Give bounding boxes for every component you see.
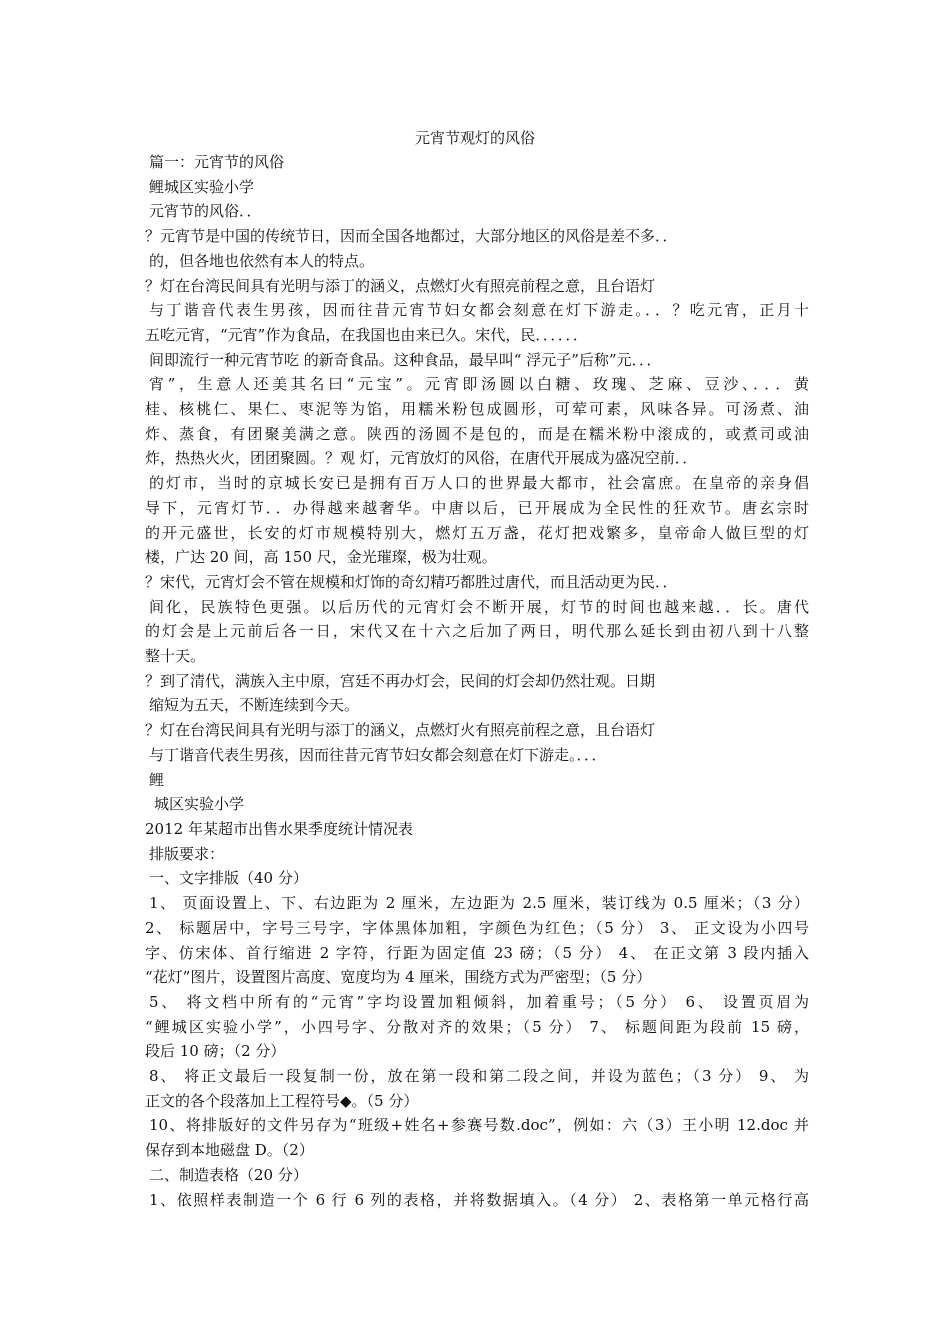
text-line: 10、将排版好的文件另存为“班级+姓名+参赛号数.doc”，例如：六（3）王小明 12.doc 并	[149, 1116, 809, 1135]
text-line: 的灯市，当时的京城长安已是拥有百万人口的世界最大都市，社会富庶。在皇帝的亲身倡	[149, 474, 809, 493]
text-line: 城区实验小学	[154, 795, 245, 814]
text-line: 正文的各个段落加上工程符号◆。（5 分）	[145, 1091, 419, 1110]
text-line: ？灯在台湾民间具有光明与添丁的涵义，点燃灯火有照亮前程之意，且台语灯	[145, 721, 656, 740]
text-line: 宵”，生意人还美其名曰“元宝”。元宵即汤圆以白糖、玫瑰、芝麻、豆沙、．．．黄	[149, 375, 809, 394]
text-line: ？元宵节是中国的传统节日，因而全国各地都过，大部分地区的风俗是差不多．．	[145, 227, 678, 246]
text-line: 1、 页面设置上、下、右边距为 2 厘米，左边距为 2.5 厘米，装订线为 0.5 厘米；（3 分）	[149, 894, 809, 913]
text-line: 与丁谐音代表生男孩，因而往昔元宵节妇女都会刻意在灯下游走。．．？吃元宵，正月十	[149, 301, 809, 320]
text-line: 保存到本地磁盘 D。（2）	[145, 1141, 314, 1160]
document-body	[145, 150, 809, 1212]
text-line: 与丁谐音代表生男孩，因而往昔元宵节妇女都会刻意在灯下游走。．．．	[149, 745, 607, 764]
text-line: 2、 标题居中，字号三号字，字体黑体加粗，字颜色为红色；（5 分） 3、 正文设为小四号	[145, 918, 809, 937]
text-line: ？到了清代，满族入主中原，宫廷不再办灯会，民间的灯会却仍然壮观。日期	[145, 671, 656, 690]
text-line: 间化，民族特色更强。以后历代的元宵灯会不断开展，灯节的时间也越来越．．长。唐代	[149, 597, 809, 616]
text-line: 鲤	[149, 770, 165, 789]
text-line: “花灯”图片，设置图片高度、宽度均为 4 厘米，围绕方式为严密型；（5 分）	[145, 968, 652, 987]
text-line: 2012 年某超市出售水果季度统计情况表	[145, 819, 413, 838]
text-line: 8、 将正文最后一段复制一份，放在第一段和第二段之间，并设为蓝色；（3 分） 9、 为	[149, 1067, 809, 1086]
text-line: 篇一：元宵节的风俗	[149, 153, 285, 171]
text-line: 的，但各地也依然有本人的特点。	[149, 251, 375, 270]
text-line: 炸、蒸食，有团聚美满之意。陕西的汤圆不是包的，而是在糯米粉中滚成的，或煮司或油	[145, 424, 809, 443]
text-line: 元宵节的风俗．．	[149, 202, 262, 221]
text-line: 二、制造表格（20 分）	[149, 1165, 308, 1184]
text-line: 一、文字排版（40 分）	[149, 869, 308, 888]
text-line: 间即流行一种元宵节吃 的新奇食品。这种食品，最早叫“ 浮元子”后称”元．．．	[149, 350, 662, 369]
text-line: 五吃元宵，“元宵”作为食品，在我国也由来已久。宋代，民．．．．．．	[145, 325, 588, 344]
text-line: 导下，元宵灯节．．办得越来越奢华。中唐以后，已开展成为全民性的狂欢节。唐玄宗时	[145, 498, 809, 517]
text-line: ？宋代，元宵灯会不管在规模和灯饰的奇幻精巧都胜过唐代，而且活动更为民．．	[145, 572, 678, 591]
text-line: 段后 10 磅；（2 分）	[145, 1042, 286, 1061]
text-line: 排版要求：	[149, 844, 225, 863]
text-line: 炸，热热火火，团团聚圆。？观 灯，元宵放灯的风俗，在唐代开展成为盛况空前．．	[145, 449, 698, 468]
document-title: 元宵节观灯的风俗	[414, 129, 535, 147]
text-line: 的开元盛世，长安的灯市规模特别大，燃灯五万盏，花灯把戏繁多，皇帝命人做巨型的灯	[145, 523, 809, 542]
text-line: 桂、核桃仁、果仁、枣泥等为馅，用糯米粉包成圆形，可荤可素，风味各异。可汤煮、油	[145, 400, 809, 419]
text-line: 的灯会是上元前后各一日，宋代又在十六之后加了两日，明代那么延长到由初八到十八整	[145, 622, 809, 641]
text-line: 缩短为五天，不断连续到今天。	[149, 696, 360, 715]
text-line: 鲤城区实验小学	[149, 177, 255, 196]
text-line: “鲤城区实验小学”，小四号字、分散对齐的效果；（5 分） 7、 标题间距为段前 15 磅，	[145, 1017, 809, 1036]
text-line: 整十天。	[145, 647, 206, 666]
text-line: 字、仿宋体、首行缩进 2 字符，行距为固定值 23 磅；（5 分） 4、 在正文第 3 段内插入	[145, 943, 809, 962]
text-line: ？灯在台湾民间具有光明与添丁的涵义，点燃灯火有照亮前程之意，且台语灯	[145, 276, 656, 295]
text-line: 楼，广达 20 间，高 150 尺，金光璀璨，极为壮观。	[145, 548, 497, 567]
text-line: 5、 将文档中所有的“元宵”字均设置加粗倾斜，加着重号；（5 分） 6、 设置页眉为	[149, 992, 809, 1011]
text-line: 1、依照样表制造一个 6 行 6 列的表格，并将数据填入。（4 分） 2、表格第一单元格行高	[149, 1190, 809, 1209]
